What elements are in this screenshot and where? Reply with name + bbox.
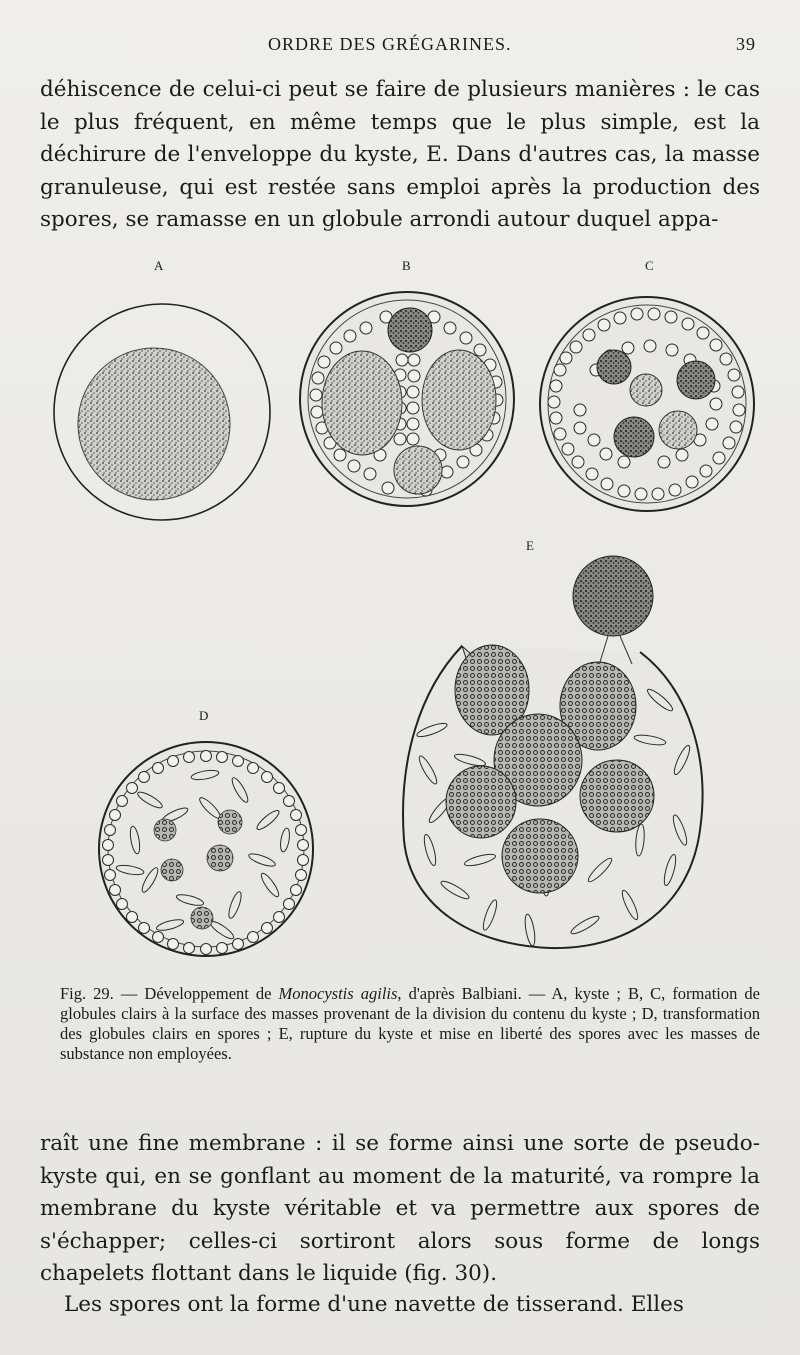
body-paragraph-last: Les spores ont la forme d'une navette de tisserand. Elles: [64, 1292, 684, 1317]
page-number: 39: [736, 34, 756, 54]
body-paragraph-top: déhiscence de celui-ci peut se faire de plusieurs manières : le cas le plus fréquent, en même temps que le plus simple, est la déchirure de l'enveloppe du kyste, E. Dans d'autres cas, la masse granuleuse, qui est restée sans emploi après la production des spores, se ramasse en un globule arrondi autour duquel appa-: [40, 77, 760, 232]
caption-rest: , d'après Balbiani. — A, kyste ; B, C, formation de globules clairs à la surface des masses provenant de la division du contenu du kyste ; D, transformation des globules clairs en spores ; E, rupture du kyste et mise en liberté des spores avec les masses de substance non employées.: [60, 984, 760, 1063]
cyst-d: [99, 742, 313, 956]
caption-lead: Fig. 29. — Développement de: [60, 984, 279, 1003]
cyst-b: [300, 292, 514, 506]
cyst-c: [540, 297, 754, 511]
figure-label-c: C: [645, 258, 654, 273]
caption-species: Monocystis agilis: [278, 984, 398, 1003]
figure-label-d: D: [199, 708, 209, 723]
cyst-a: [54, 304, 270, 520]
figure-label-a: A: [154, 258, 164, 273]
figure-label-e: E: [526, 538, 534, 553]
running-title: ORDRE DES GRÉGARINES.: [268, 34, 512, 54]
body-paragraph-bottom: raît une fine membrane : il se forme ainsi une sorte de pseudo-kyste qui, en se gonflant au moment de la maturité, va rompre la membrane du kyste véritable et va permettre aux spores de s'échapper; celles-ci sortiront alors sous forme de longs chapelets flottant dans le liquide (fig. 30).: [40, 1131, 760, 1286]
running-head: [0, 34, 800, 58]
figure-29-illustration: [0, 255, 800, 975]
cyst-e: [403, 556, 702, 948]
figure-caption: [60, 984, 760, 1064]
figure-label-b: B: [402, 258, 411, 273]
